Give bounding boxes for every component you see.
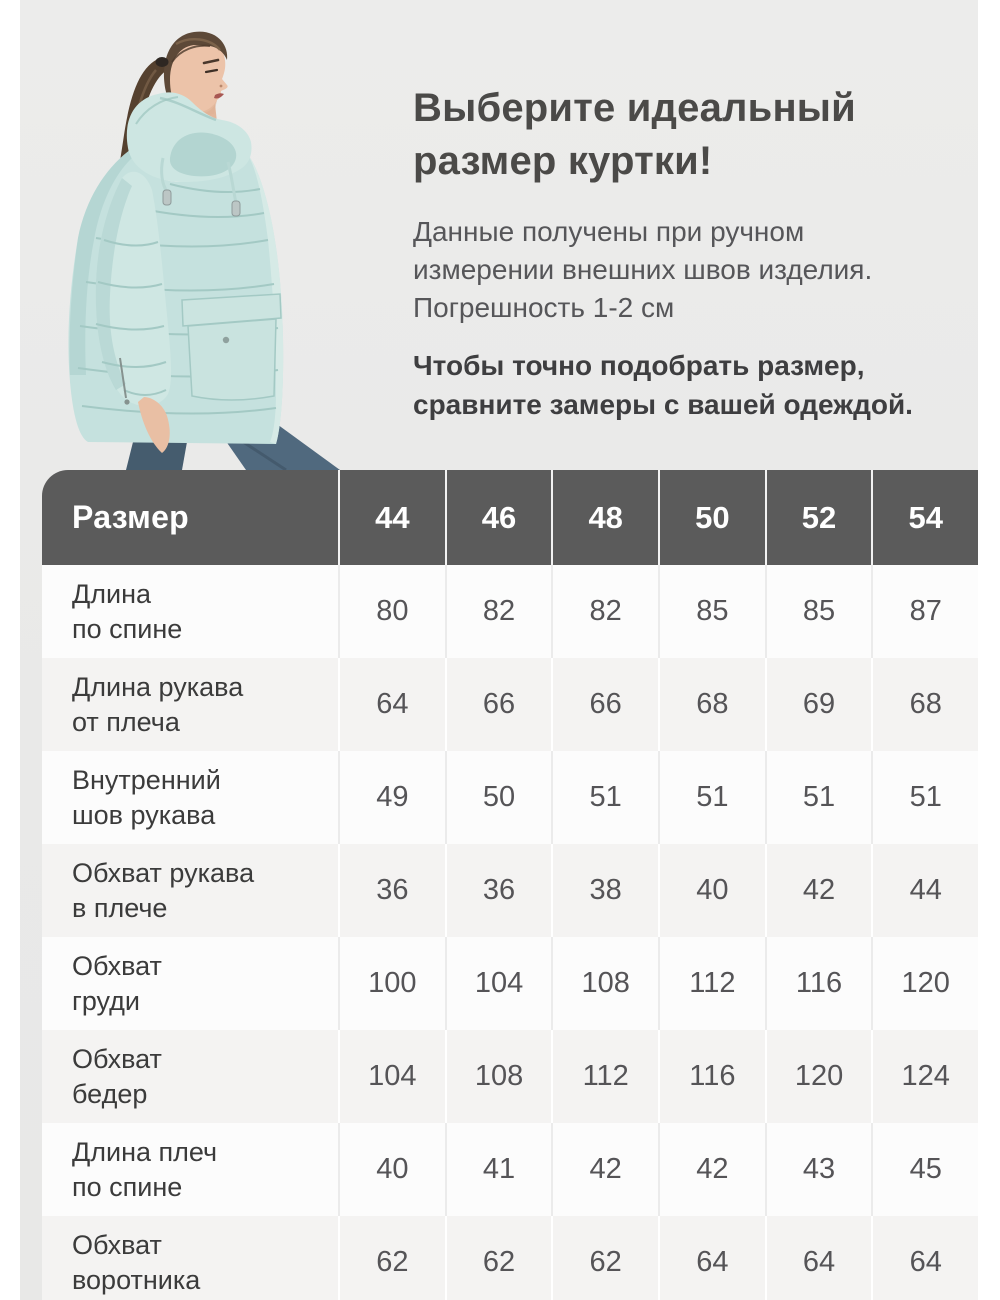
measure-label — [42, 658, 338, 751]
measure-value: 51 — [551, 751, 658, 844]
subtitle-line3: Погрешность 1-2 см — [413, 292, 675, 323]
measure-value: 80 — [338, 565, 445, 658]
size-column-header: 52 — [765, 470, 872, 565]
measure-label — [42, 751, 338, 844]
measure-value: 100 — [338, 937, 445, 1030]
size-header-label: Размер — [72, 499, 190, 535]
intro-text-block — [413, 82, 978, 424]
measure-value: 62 — [551, 1216, 658, 1300]
page-title — [413, 82, 978, 188]
page-title-line2: размер куртки! — [413, 139, 713, 183]
measure-label-line: по спине — [72, 1171, 183, 1202]
measure-label — [42, 565, 338, 658]
table-row — [42, 751, 978, 844]
table-row — [42, 844, 978, 937]
size-column-header: 48 — [551, 470, 658, 565]
note-line2: сравните замеры с вашей одеждой. — [413, 389, 913, 420]
table-row — [42, 1030, 978, 1123]
measure-value: 64 — [338, 658, 445, 751]
measure-value: 68 — [658, 658, 765, 751]
table-row — [42, 565, 978, 658]
measure-value: 40 — [338, 1123, 445, 1216]
measure-label-line: Обхват — [72, 1229, 162, 1260]
measure-label-line: шов рукава — [72, 799, 216, 830]
model-illustration — [20, 0, 420, 470]
measure-value: 43 — [765, 1123, 872, 1216]
measure-label-line: по спине — [72, 613, 183, 644]
measure-label-line: Длина плеч — [72, 1136, 218, 1167]
measure-label-line: бедер — [72, 1078, 148, 1109]
measure-label-line: Обхват рукава — [72, 857, 255, 888]
measure-value: 51 — [658, 751, 765, 844]
measure-value: 85 — [765, 565, 872, 658]
measure-value: 66 — [445, 658, 552, 751]
size-column-header: 46 — [445, 470, 552, 565]
measure-label-line: Обхват — [72, 950, 162, 981]
measure-label — [42, 937, 338, 1030]
measure-value: 44 — [871, 844, 978, 937]
measure-value: 69 — [765, 658, 872, 751]
measure-value: 51 — [871, 751, 978, 844]
measure-value: 116 — [765, 937, 872, 1030]
measure-value: 41 — [445, 1123, 552, 1216]
measure-label-line: Обхват — [72, 1043, 162, 1074]
measure-label — [42, 1030, 338, 1123]
measure-label-line: Длина рукава — [72, 671, 244, 702]
table-header-row — [42, 470, 978, 565]
page-title-line1: Выберите идеальный — [413, 86, 856, 130]
measure-value: 108 — [445, 1030, 552, 1123]
measure-value: 68 — [871, 658, 978, 751]
measure-value: 120 — [765, 1030, 872, 1123]
measure-value: 51 — [765, 751, 872, 844]
model-photo — [20, 0, 420, 470]
subtitle — [413, 213, 978, 327]
note-text — [413, 346, 978, 424]
measure-value: 42 — [765, 844, 872, 937]
measure-label-line: в плече — [72, 892, 168, 923]
subtitle-line1: Данные получены при ручном — [413, 216, 805, 247]
size-table-body — [42, 565, 978, 1300]
measure-label — [42, 1216, 338, 1300]
measure-value: 82 — [445, 565, 552, 658]
size-column-header: 44 — [338, 470, 445, 565]
measure-value: 38 — [551, 844, 658, 937]
measure-value: 42 — [658, 1123, 765, 1216]
table-row — [42, 937, 978, 1030]
measure-label-line: Длина — [72, 578, 152, 609]
measure-value: 85 — [658, 565, 765, 658]
measure-label — [42, 844, 338, 937]
measure-value: 45 — [871, 1123, 978, 1216]
measure-value: 66 — [551, 658, 658, 751]
measure-label-line: Внутренний — [72, 764, 221, 795]
measure-value: 36 — [338, 844, 445, 937]
measure-value: 87 — [871, 565, 978, 658]
table-row — [42, 1123, 978, 1216]
measure-label-line: от плеча — [72, 706, 180, 737]
measure-value: 112 — [551, 1030, 658, 1123]
measure-value: 64 — [658, 1216, 765, 1300]
size-column-header: 50 — [658, 470, 765, 565]
measure-value: 112 — [658, 937, 765, 1030]
size-table — [42, 470, 978, 1300]
measure-value: 120 — [871, 937, 978, 1030]
note-line1: Чтобы точно подобрать размер, — [413, 350, 865, 381]
subtitle-line2: измерении внешних швов изделия. — [413, 254, 873, 285]
measure-value: 49 — [338, 751, 445, 844]
size-column-header: 54 — [871, 470, 978, 565]
measure-value: 124 — [871, 1030, 978, 1123]
measure-label-line: воротника — [72, 1264, 201, 1295]
measure-value: 50 — [445, 751, 552, 844]
table-row — [42, 658, 978, 751]
measure-value: 104 — [445, 937, 552, 1030]
measure-value: 42 — [551, 1123, 658, 1216]
measure-value: 40 — [658, 844, 765, 937]
measure-value: 108 — [551, 937, 658, 1030]
measure-value: 62 — [338, 1216, 445, 1300]
measure-value: 36 — [445, 844, 552, 937]
measure-value: 116 — [658, 1030, 765, 1123]
table-row — [42, 1216, 978, 1300]
measure-value: 64 — [871, 1216, 978, 1300]
measure-value: 64 — [765, 1216, 872, 1300]
measure-label-line: груди — [72, 985, 141, 1016]
measure-label — [42, 1123, 338, 1216]
measure-value: 104 — [338, 1030, 445, 1123]
measure-value: 82 — [551, 565, 658, 658]
measure-value: 62 — [445, 1216, 552, 1300]
